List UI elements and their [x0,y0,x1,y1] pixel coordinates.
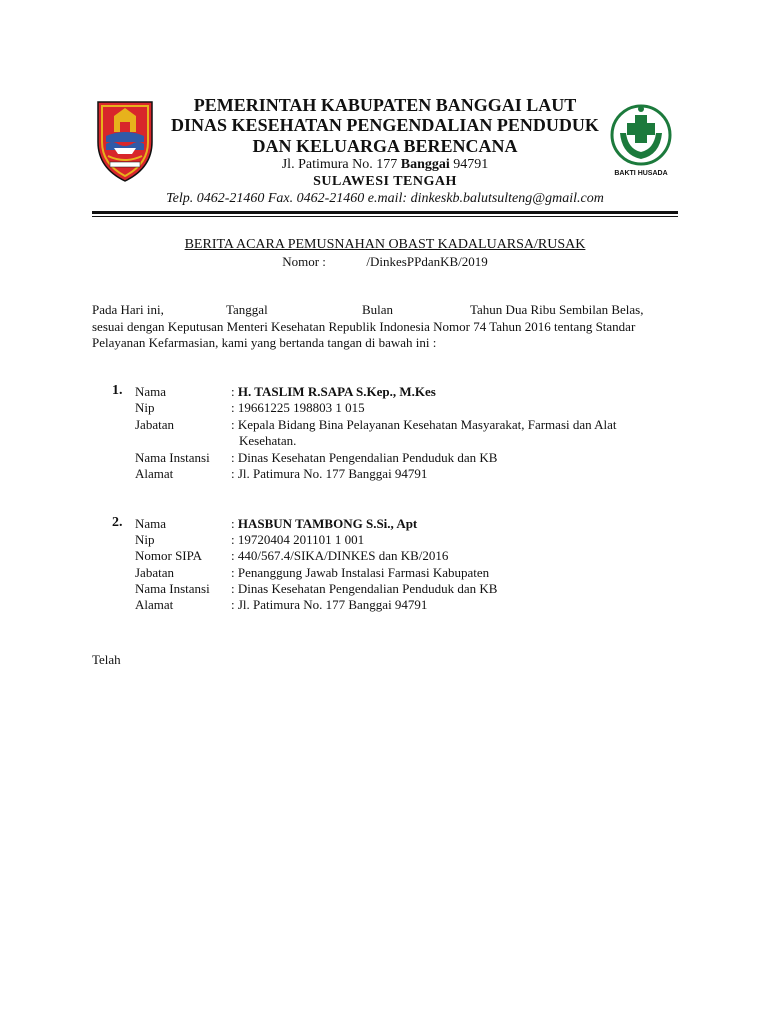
intro-pada-hari: Pada Hari ini, [92,302,164,317]
person-2-jabatan-label: Jabatan [135,565,174,580]
person-1-jabatan-label: Jabatan [135,417,174,432]
intro-line-2: sesuai dengan Keputusan Menteri Kesehatan Republik Indonesia Nomor 74 Tahun 2016 tentang Standar [92,319,636,334]
person-2-jabatan-value: : Penanggung Jawab Instalasi Farmasi Kabupaten [231,565,490,580]
intro-bulan: Bulan [362,302,394,317]
agency-province: SULAWESI TENGAH [313,174,457,189]
person-1-alamat-label: Alamat [135,466,174,481]
person-1-instansi-label: Nama Instansi [135,450,210,465]
document-number-value: /DinkesPPdanKB/2019 [366,254,488,269]
regency-emblem-logo [92,98,158,184]
person-2-nip-value: : 19720404 201101 1 001 [231,532,365,547]
address-postcode: 94791 [449,157,489,172]
person-2-name: HASBUN TAMBONG S.Si., Apt [237,516,418,531]
person-2-nip-label: Nip [135,532,155,547]
person-2-instansi-value: : Dinas Kesehatan Pengendalian Penduduk dan KB [231,581,498,596]
person-2-name-value [231,516,417,532]
document-number [92,254,678,270]
intro-tahun: Tahun Dua Ribu Sembilan Belas, [470,302,644,317]
person-2-sipa-label: Nomor SIPA [135,548,203,563]
person-1-number: 1. [112,383,123,398]
document-title-text: BERITA ACARA PEMUSNAHAN OBAST KADALUARSA/RUSAK [184,237,586,252]
letterhead-rule-thin [92,216,678,217]
agency-line-3: DAN KELUARGA BERENCANA [252,136,518,156]
bakti-husada-logo-text: BAKTI HUSADA [614,170,668,177]
person-1-jabatan-continuation: Kesehatan. [239,433,297,448]
person-1-name-label: Nama [135,384,167,399]
person-2-sipa-value: : 440/567.4/SIKA/DINKES dan KB/2016 [231,548,449,563]
closing-text: Telah [92,652,121,667]
person-2-number: 2. [112,515,123,530]
address-city: Banggai [400,157,450,172]
address-street: Jl. Patimura No. 177 [281,157,401,172]
document-title [92,237,678,253]
person-1-instansi-value: : Dinas Kesehatan Pengendalian Penduduk dan KB [231,450,498,465]
agency-address [150,157,620,173]
person-2-name-colon: : [231,516,238,531]
agency-line-2: DINAS KESEHATAN PENGENDALIAN PENDUDUK [171,115,599,135]
letterhead-rule-thick [92,211,678,214]
person-2-alamat-value: : Jl. Patimura No. 177 Banggai 94791 [231,597,428,612]
person-2-alamat-label: Alamat [135,597,174,612]
intro-tanggal: Tanggal [226,302,268,317]
person-1-alamat-value: : Jl. Patimura No. 177 Banggai 94791 [231,466,428,481]
intro-line-3: Pelayanan Kefarmasian, kami yang bertanda tangan di bawah ini : [92,335,437,350]
person-2-name-label: Nama [135,516,167,531]
person-1-nip-label: Nip [135,400,155,415]
person-1-name-value [231,384,436,400]
person-2-instansi-label: Nama Instansi [135,581,210,596]
person-1-name-colon: : [231,384,238,399]
person-1-jabatan-value: : Kepala Bidang Bina Pelayanan Kesehatan Masyarakat, Farmasi dan Alat [231,417,617,432]
agency-contact: Telp. 0462-21460 Fax. 0462-21460 e.mail: dinkeskb.balutsulteng@gmail.com [166,191,604,206]
agency-line-1: PEMERINTAH KABUPATEN BANGGAI LAUT [193,95,577,115]
document-number-label: Nomor : [282,254,326,269]
person-1-name: H. TASLIM R.SAPA S.Kep., M.Kes [237,384,436,399]
person-1-nip-value: : 19661225 198803 1 015 [231,400,365,415]
